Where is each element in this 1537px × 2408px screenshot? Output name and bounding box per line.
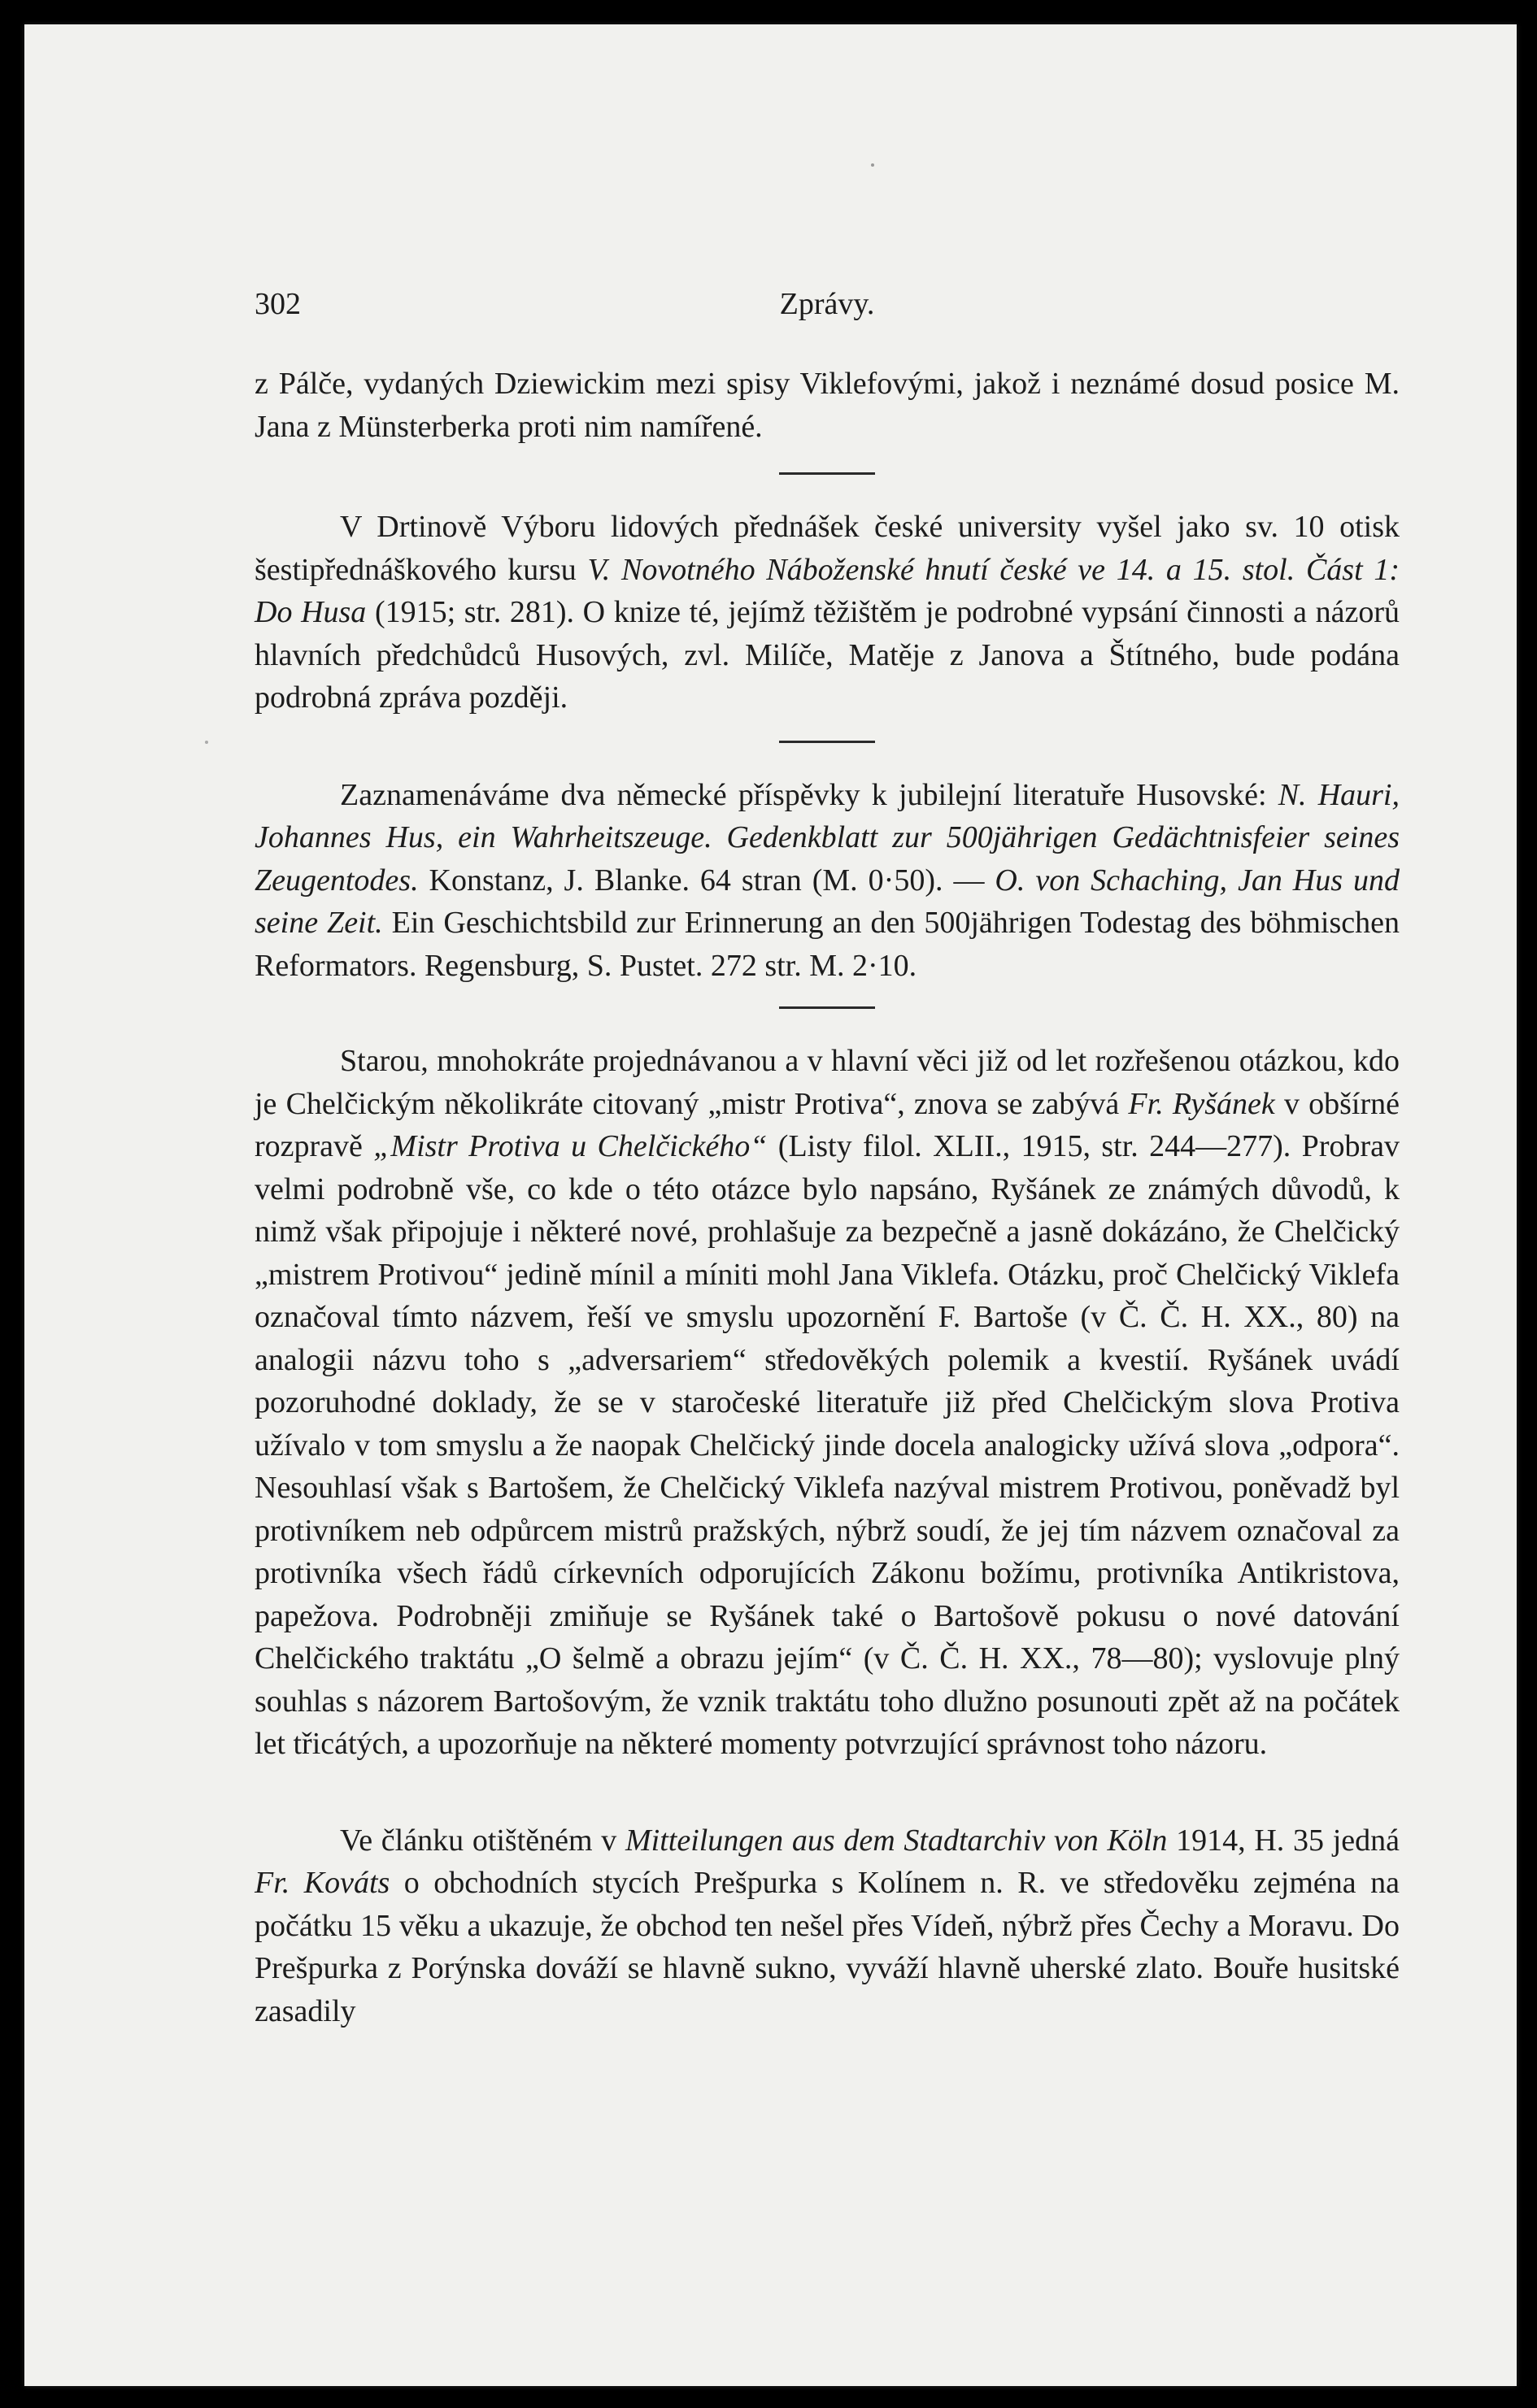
section-divider <box>779 741 875 743</box>
section-divider <box>779 1006 875 1009</box>
text-segment: o obchodních stycích Prešpurka s Kolínem n. R. ve středověku zejména na počátku 15 věku a ukazuje, že obchod ten nešel přes Vídeň, nýbrž přes Čechy a Moravu. Do Prešpurka z Porýnska dováží se hlavně sukno, vyváží hlavně uherské zlato. Bouře husitské zasadily <box>255 1866 1400 2028</box>
text-segment: Starou, mnohokráte projednávanou a v hlavní věci již od let rozřešenou otázkou, kdo je Chelčickým několikráte citovaný „mistr Protiva“, znova se zabývá <box>255 1044 1400 1121</box>
text-segment: Ve článku otištěném v <box>340 1823 625 1858</box>
text-segment: (1915; str. 281). O knize té, jejímž těžištěm je podrobné vypsání činnosti a názorů hlavních předchůdců Husových, zvl. Milíče, Matěje z Janova a Štítného, bude podána podrobná zpráva později. <box>255 595 1400 715</box>
text-segment: (Listy filol. XLII., 1915, str. 244—277). Probrav velmi podrobně vše, co kde o této otázce bylo napsáno, Ryšánek ze známých důvodů, k nimž však připojuje i některé nové, prohlašuje za bezpečně a jasně dokázáno, že Chelčický „mistrem Protivou“ jedině mínil a míniti mohl Jana Viklefa. Otázku, proč Chelčický Viklefa označoval tímto názvem, řeší ve smyslu upozornění F. Bartoše (v Č. Č. H. XX., 80) na analogii názvu toho s „adversariem“ středověkých polemik a kvestií. Ryšánek uvádí pozoruhodné doklady, že se v staročeské literatuře již před Chelčickým slova Protiva užívalo v tom smyslu a že naopak Chelčický jinde docela analogicky užívá slova „odpora“. Nesouhlasí však s Bartošem, že Chelčický Viklefa nazýval mistrem Protivou, poněvadž byl protivníkem neb odpůrcem mistrů pražských, nýbrž soudí, že jej tím názvem označoval za protivníka všech řádů církevních odporujících Zákonu božímu, protivníka Antikristova, papežova. Podrobněji zmiňuje se Ryšánek také o Bartošově pokusu o nové datování Chelčického traktátu „O šelmě a obrazu jejím“ (v Č. Č. H. XX., 78—80); vyslovuje plný souhlas s názorem Bartošovým, že vznik traktátu toho dlužno posunouti zpět až na počátek let třicátých, a upozorňuje na některé momenty potvrzující správnost toho názoru. <box>255 1129 1400 1761</box>
paragraph-mistr-protiva <box>255 1040 1400 1766</box>
italic-citation: „Mistr Protiva u Chelčického“ <box>373 1129 768 1163</box>
scanned-page <box>24 24 1517 2386</box>
italic-citation: O. von Schaching, Jan Hus und seine Zeit. <box>255 863 1400 940</box>
italic-citation: Mitteilungen aus dem Stadtarchiv von Köln <box>625 1823 1168 1858</box>
text-segment: 1914, H. 35 jedná <box>1167 1823 1400 1858</box>
text-segment: Ein Geschichtsbild zur Erinnerung an den 500jährigen Todestag des böhmischen Reformators. Regensburg, S. Pustet. 272 str. M. 2·10. <box>255 906 1400 983</box>
italic-citation: N. Hauri, Johannes Hus, ein Wahrheitszeuge. Gedenkblatt zur 500jährigen Gedächtnisfeier seines Zeugentodes. <box>255 777 1400 898</box>
paragraph-palec <box>255 363 1400 448</box>
scan-speck <box>871 163 874 167</box>
text-segment: z Pálče, vydaných Dziewickim mezi spisy Viklefovými, jakož i neznámé dosud posice M. Jana z Münsterberka proti nim namířené. <box>255 367 1400 444</box>
text-segment: Konstanz, J. Blanke. 64 stran (M. 0·50). — <box>418 863 995 898</box>
paragraph-drtina-vybor <box>255 506 1400 719</box>
paragraph-koln-trade <box>255 1819 1400 2033</box>
paragraph-german-contributions <box>255 774 1400 988</box>
paragraph-gap <box>255 1766 1400 1819</box>
scan-speck <box>205 741 208 744</box>
italic-citation: Fr. Kováts <box>255 1866 390 1900</box>
running-title: Zprávy. <box>779 287 875 321</box>
text-segment: V Drtinově Výboru lidových přednášek české university vyšel jako sv. 10 otisk šestipřednáškového kursu <box>255 510 1400 587</box>
text-segment: Zaznamenáváme dva německé příspěvky k jubilejní literatuře Husovské: <box>340 777 1278 812</box>
text-segment: v obšírné rozpravě <box>255 1086 1400 1163</box>
text-column <box>255 283 1400 2032</box>
italic-citation: Fr. Ryšánek <box>1128 1086 1275 1121</box>
section-divider <box>779 472 875 475</box>
italic-citation: V. Novotného Náboženské hnutí české ve 14. a 15. stol. Část 1: Do Husa <box>255 552 1400 629</box>
page-number: 302 <box>255 287 301 321</box>
running-header <box>255 283 1400 330</box>
